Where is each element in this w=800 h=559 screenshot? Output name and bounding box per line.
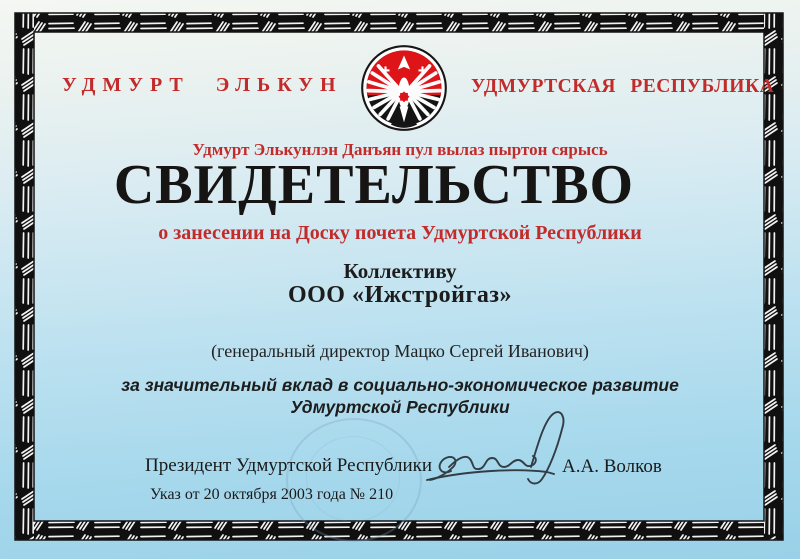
signer-name: А.А. Волков: [562, 456, 662, 477]
header-title-russian: УДМУРТСКАЯ РЕСПУБЛИКА: [471, 76, 775, 97]
signature-aa-volkov: [418, 403, 568, 493]
solar-sign-star: [399, 91, 410, 102]
award-reason: [0, 374, 800, 418]
certificate-title: СВИДЕТЕЛЬСТВО: [113, 154, 635, 216]
embossed-stamp-inner-ring: [306, 436, 400, 522]
udmurtia-coat-of-arms-icon: [357, 44, 451, 132]
recipient-line: Коллективу: [343, 259, 457, 283]
subtitle-russian-line: о занесении на Доску почета Удмуртской Республики: [158, 222, 642, 244]
embossed-stamp: [286, 418, 422, 542]
award-reason-line1: за значительный вклад в социально-экономическое развитие: [121, 375, 679, 395]
director-line: (генеральный директор Мацко Сергей Иванович): [211, 341, 589, 361]
signer-title: Президент Удмуртской Республики: [145, 455, 433, 476]
subtitle-udmurt-line: Удмурт Элькунлэн Данъян пул вылаз пыртон сярысь: [192, 140, 608, 159]
organization-name: ООО «Ижстройгаз»: [287, 282, 513, 308]
award-reason-line2: Удмуртской Республики: [290, 397, 510, 417]
decree-line: Указ от 20 октября 2003 года № 210: [150, 486, 394, 503]
header-title-udmurt: УДМУРТ ЭЛЬКУН: [62, 74, 343, 96]
